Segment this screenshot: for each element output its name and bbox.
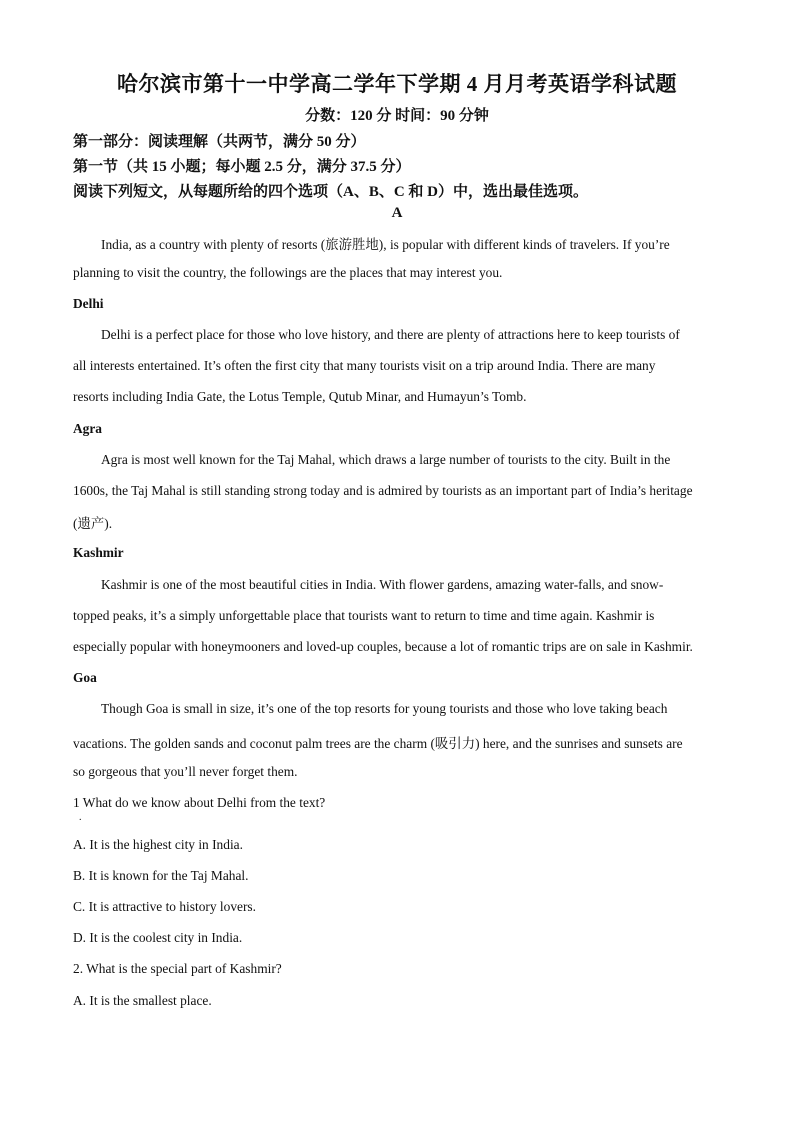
goa-line: vacations. The golden sands and coconut palm trees are the charm (吸引力) here, and the sunrises and sunsets are (73, 736, 683, 751)
goa-line: Though Goa is small in size, it’s one of the top resorts for young tourists and those who love taking beach (101, 701, 668, 716)
intro-line: India, as a country with plenty of resorts (旅游胜地), is popular with different kinds of travelers. If you’re (101, 237, 670, 252)
question-stem: 2. What is the special part of Kashmir? (73, 961, 282, 976)
agra-line: 1600s, the Taj Mahal is still standing strong today and is admired by tourists as an important part of India’s heritage (73, 483, 693, 498)
answer-option: C. It is attractive to history lovers. (73, 899, 256, 914)
question-marker: . (79, 812, 82, 823)
exam-title: 哈尔滨市第十一中学高二学年下学期 4 月月考英语学科试题 (117, 72, 677, 96)
agra-heading: Agra (73, 421, 103, 436)
part-heading: 第一部分：阅读理解（共两节，满分 50 分） (73, 134, 366, 150)
score-time-line: 分数：120 分 时间：90 分钟 (305, 108, 489, 124)
question-stem: 1 What do we know about Delhi from the text? (73, 795, 326, 810)
kashmir-heading: Kashmir (73, 545, 124, 560)
delhi-line: Delhi is a perfect place for those who love history, and there are plenty of attractions here to keep tourists of (101, 327, 680, 342)
passage-label: A (391, 205, 403, 221)
delhi-line: resorts including India Gate, the Lotus Temple, Qutub Minar, and Humayun’s Tomb. (73, 389, 527, 404)
agra-line: (遗产). (73, 516, 113, 531)
delhi-line: all interests entertained. It’s often the first city that many tourists visit on a trip around India. There are many (73, 358, 656, 373)
answer-option: A. It is the smallest place. (73, 993, 212, 1008)
answer-option: D. It is the coolest city in India. (73, 930, 243, 945)
answer-option: B. It is known for the Taj Mahal. (73, 868, 249, 883)
kashmir-line: Kashmir is one of the most beautiful cities in India. With flower gardens, amazing water-falls, and snow- (101, 577, 664, 592)
kashmir-line: especially popular with honeymooners and loved-up couples, because a lot of romantic trips are on sale in Kashmir. (73, 639, 693, 654)
answer-option: A. It is the highest city in India. (73, 837, 243, 852)
delhi-heading: Delhi (73, 296, 104, 311)
directions: 阅读下列短文，从每题所给的四个选项（A、B、C 和 D）中，选出最佳选项。 (73, 184, 589, 200)
section-heading: 第一节（共 15 小题；每小题 2.5 分，满分 37.5 分） (73, 159, 411, 175)
goa-heading: Goa (73, 670, 97, 685)
agra-line: Agra is most well known for the Taj Mahal, which draws a large number of tourists to the city. Built in the (101, 452, 671, 467)
kashmir-line: topped peaks, it’s a simply unforgettable place that tourists want to return to time and time again. Kashmir is (73, 608, 655, 623)
goa-line: so gorgeous that you’ll never forget them. (73, 764, 298, 779)
intro-line: planning to visit the country, the followings are the places that may interest you. (73, 265, 503, 280)
